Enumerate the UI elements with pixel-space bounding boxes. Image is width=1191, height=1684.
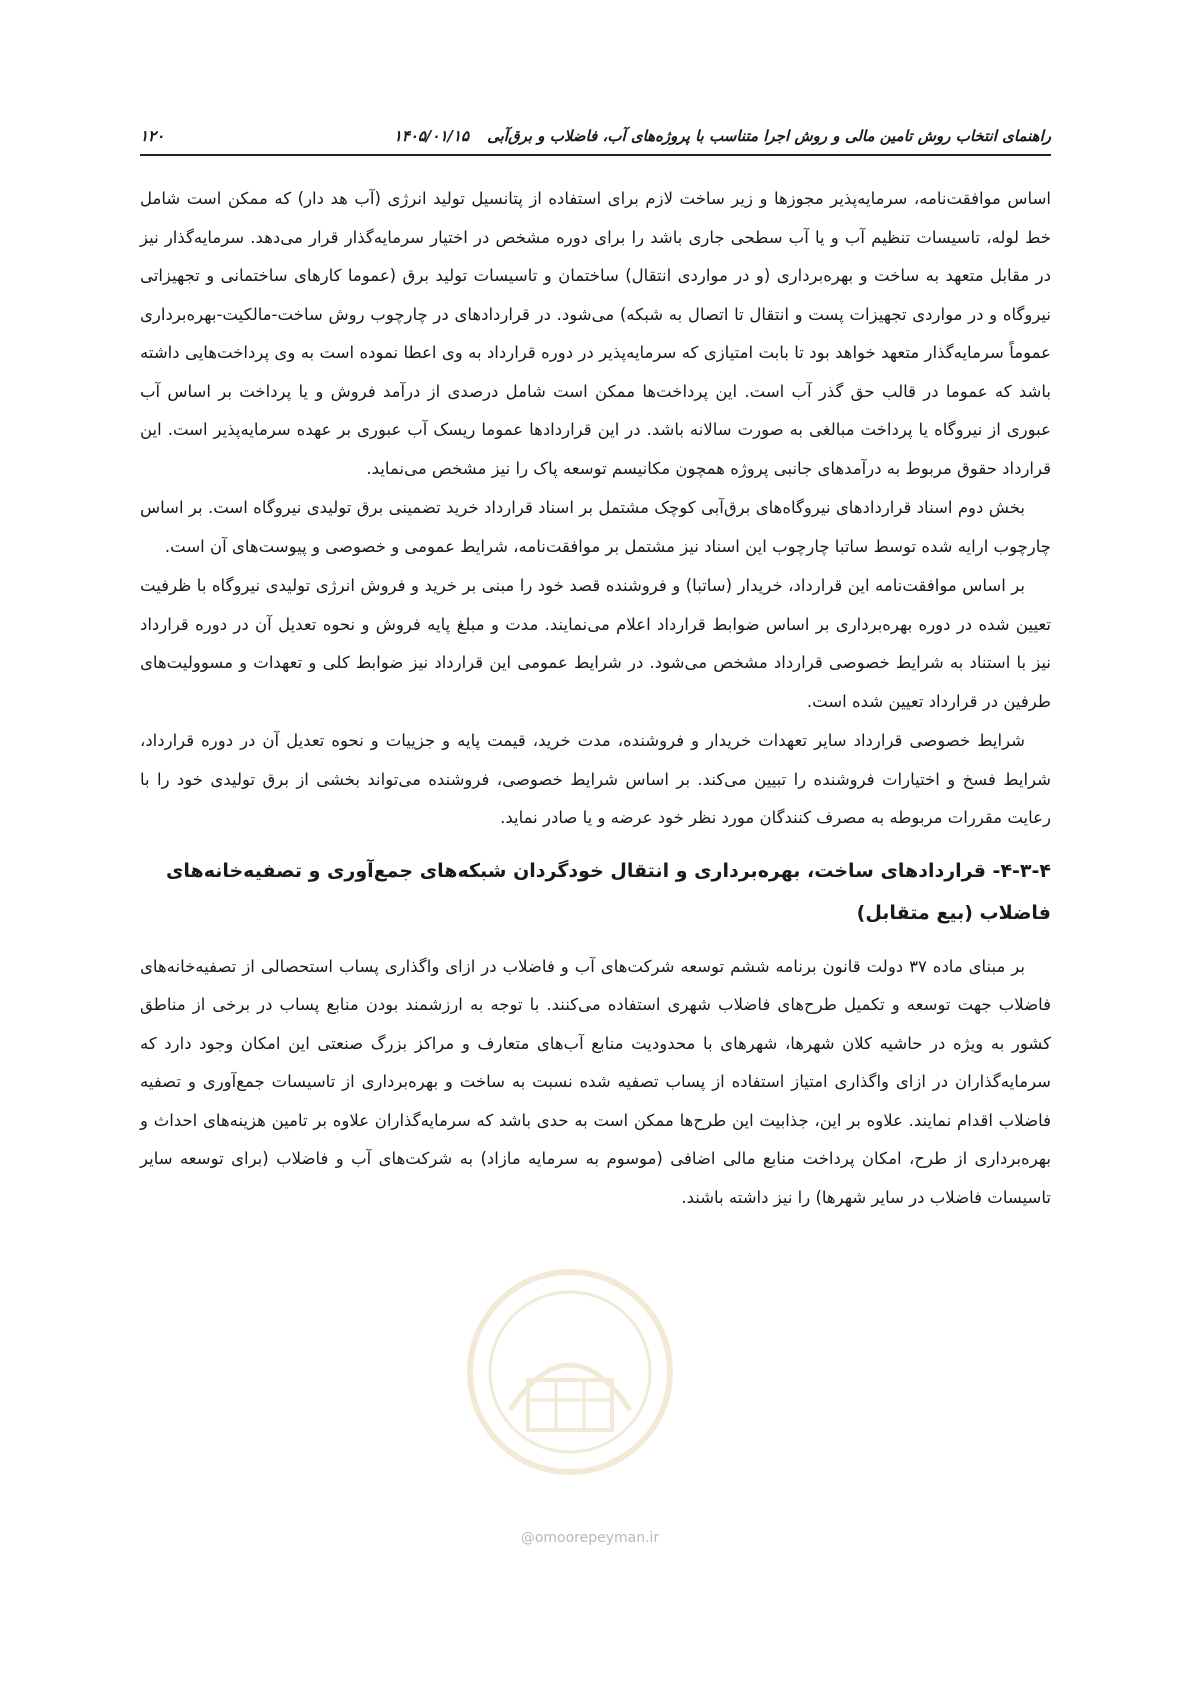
section-heading-line1: ۴-۳-۴- قراردادهای ساخت، بهره‌برداری و انتقال خودگردان شبکه‌های جمع‌آوری و تصفیه‌خانه‌های <box>165 859 1051 882</box>
page-header <box>140 118 1051 156</box>
section-heading <box>140 850 1051 934</box>
header-title-group <box>394 127 1051 145</box>
section-paragraph: بر مبنای ماده ۳۷ دولت قانون برنامه ششم توسعه شرکت‌های آب و فاضلاب در ازای واگذاری پساب استحصالی از تصفیه‌خانه‌های فاضلاب جهت توسعه و تکمیل طرح‌های فاضلاب شهری استفاده می‌کنند. با توجه به ارزشمند بودن منابع پساب در برخی از مناطق کشور به ویژه در حاشیه کلان شهرها، شهرهای با محدودیت منابع آب‌های متعارف و مراکز بزرگ صنعتی این امکان وجود دارد که سرمایه‌گذاران در ازای واگذاری امتیاز استفاده از پساب تصفیه شده نسبت به ساخت و بهره‌برداری از تاسیسات جمع‌آوری و تصفیه فاضلاب اقدام نمایند. علاوه بر این، جذابیت این طرح‌ها ممکن است به حدی باشد که سرمایه‌گذاران علاوه بر تامین هزینه‌های احداث و بهره‌برداری از طرح، امکان پرداخت منابع مالی اضافی (موسوم به سرمایه مازاد) به شرکت‌های آب و فاضلاب (برای توسعه سایر تاسیسات فاضلاب در سایر شهرها) را نیز داشته باشند. <box>140 956 1051 1207</box>
section-heading-line2: فاضلاب (بیع متقابل) <box>856 901 1051 924</box>
paragraph-2: بخش دوم اسناد قراردادهای نیروگاه‌های برق‌آبی کوچک مشتمل بر اسناد قرارداد خرید تضمینی برق تولیدی نیروگاه است. بر اساس چارچوب ارایه شده توسط ساتبا چارچوب این اسناد نیز مشتمل بر موافقت‌نامه، شرایط عمومی و خصوصی و پیوست‌های آن است. <box>140 498 1051 556</box>
document-body <box>140 180 1051 1218</box>
watermark-logo <box>450 1260 690 1490</box>
paragraph-4: شرایط خصوصی قرارداد سایر تعهدات خریدار و فروشنده، مدت خرید، قیمت پایه و جزییات و نحوه تعدیل آن در دوره قرارداد، شرایط فسخ و اختیارات فروشنده را تبیین می‌کند. بر اساس شرایط خصوصی، فروشنده می‌تواند بخشی از برق تولیدی خود را با رعایت مقررات مربوطه به مصرف کنندگان مورد نظر خود عرضه و یا صادر نماید. <box>140 731 1051 827</box>
header-title: راهنمای انتخاب روش تامین مالی و روش اجرا متناسب با پروژه‌های آب، فاضلاب و برق‌آبی <box>487 127 1051 145</box>
paragraph-1: اساس موافقت‌نامه، سرمایه‌پذیر مجوزها و زیر ساخت لازم برای استفاده از پتانسیل تولید انرژی (آب هد دار) که ممکن است شامل خط لوله، تاسیسات تنظیم آب و یا آب سطحی جاری باشد را برای دوره مشخص در اختیار سرمایه‌گذار قرار می‌دهد. سرمایه‌گذار نیز در مقابل متعهد به ساخت و بهره‌برداری (و در مواردی انتقال) ساختمان و تاسیسات تولید برق (عموما کارهای ساختمانی و تجهیزاتی نیروگاه و در مواردی تجهیزات پست و انتقال تا اتصال به شبکه) می‌شود. در قراردادهای در چارچوب روش ساخت-مالکیت-بهره‌برداری عموماً سرمایه‌گذار متعهد خواهد بود تا بابت امتیازی که سرمایه‌پذیر در دوره قرارداد به وی اعطا نموده است به وی پرداخت‌هایی داشته باشد که عموما در قالب حق گذر آب است. این پرداخت‌ها ممکن است شامل درصدی از درآمد فروش و یا پرداخت بر اساس آب عبوری از نیروگاه یا پرداخت مبالغی به صورت سالانه باشد. در این قراردادها عموما ریسک آب عبوری بر عهده سرمایه‌پذیر است. این قرارداد حقوق مربوط به درآمدهای جانبی پروژه همچون مکانیسم توسعه پاک را نیز مشخص می‌نماید. <box>140 189 1051 478</box>
header-date: ۱۴۰۵/۰۱/۱۵ <box>393 127 470 145</box>
watermark-site: @omoorepeyman.ir <box>520 1530 660 1546</box>
paragraph-3: بر اساس موافقت‌نامه این قرارداد، خریدار (ساتبا) و فروشنده قصد خود را مبنی بر خرید و فروش انرژی تولیدی نیروگاه با ظرفیت تعیین شده در دوره بهره‌برداری بر اساس ضوابط قرارداد اعلام می‌نمایند. مدت و مبلغ پایه فروش و نحوه تعدیل آن در دوره قرارداد نیز با استناد به شرایط خصوصی قرارداد مشخص می‌شود. در شرایط عمومی این قرارداد نیز ضوابط کلی و تعهدات و مسوولیت‌های طرفین در قرارداد تعیین شده است. <box>140 576 1051 711</box>
page-number: ۱۲۰ <box>140 127 165 145</box>
